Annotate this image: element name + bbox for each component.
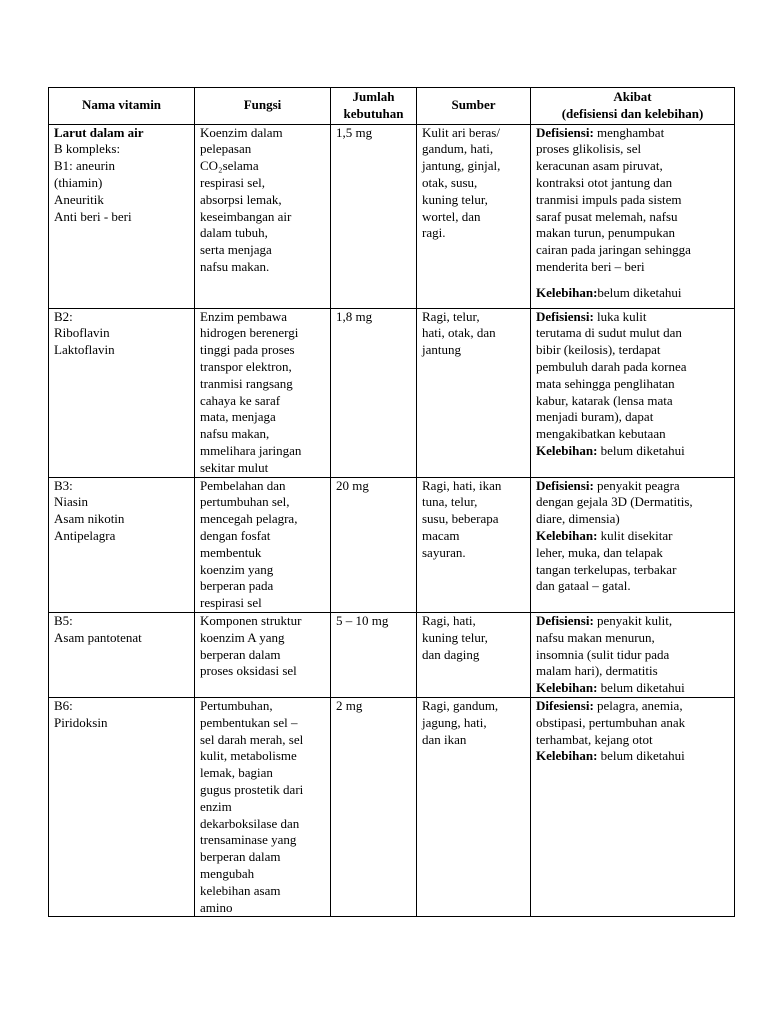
fungsi-line: koenzim A yang — [200, 629, 285, 645]
cell-fungsi — [195, 697, 331, 916]
defisiensi-line: Defisiensi: penyakit kulit, — [536, 612, 673, 628]
kelebihan-label: Kelebihan: — [536, 442, 598, 458]
fungsi-line: amino — [200, 899, 233, 915]
fungsi-line: dengan fosfat — [200, 527, 271, 543]
defisiensi-line: Defisiensi: penyakit peagra — [536, 477, 680, 493]
fungsi-line: nafsu makan, — [200, 426, 270, 442]
defisiensi-line: makan turun, penumpukan — [536, 225, 675, 241]
sumber-line: Ragi, telur, — [422, 308, 480, 324]
fungsi-line: dekarboksilase dan — [200, 815, 300, 831]
sumber-line: kuning telur, — [422, 191, 488, 207]
table-header-row — [49, 88, 735, 125]
jumlah-value: 20 mg — [336, 477, 369, 493]
nama-line: Asam pantotenat — [54, 629, 142, 645]
kelebihan-line: Kelebihan: belum diketahui — [536, 442, 685, 458]
fungsi-line: mencegah pelagra, — [200, 511, 298, 527]
fungsi-line: mata, menjaga — [200, 409, 276, 425]
defisiensi-line: pembuluh darah pada kornea — [536, 358, 687, 374]
header-fungsi: Fungsi — [195, 88, 331, 125]
defisiensi-line: diare, dimensia) — [536, 511, 620, 527]
nama-line: (thiamin) — [54, 174, 103, 190]
kelebihan-label: Kelebihan: — [536, 748, 598, 764]
sumber-line: otak, susu, — [422, 174, 478, 190]
nama-line: B6: — [54, 697, 73, 713]
fungsi-line: berperan dalam — [200, 849, 281, 865]
fungsi-line: kelebihan asam — [200, 882, 281, 898]
fungsi-line: membentuk — [200, 544, 262, 560]
jumlah-value: 1,8 mg — [336, 308, 373, 324]
kelebihan-line: Kelebihan: belum diketahui — [536, 680, 685, 696]
nama-line: Riboflavin — [54, 325, 110, 341]
header-akibat: Akibat (defisiensi dan kelebihan) — [531, 88, 735, 125]
cell-sumber — [417, 308, 531, 477]
cell-nama-vitamin — [49, 697, 195, 916]
cell-akibat — [531, 612, 735, 697]
cell-fungsi — [195, 124, 331, 308]
defisiensi-line: cairan pada jaringan sehingga — [536, 242, 691, 258]
table-row — [49, 697, 735, 916]
nama-line: B kompleks: — [54, 141, 121, 157]
fungsi-line: koenzim yang — [200, 561, 274, 577]
defisiensi-line: terhambat, kejang otot — [536, 731, 653, 747]
cell-akibat — [531, 477, 735, 612]
cell-nama-vitamin — [49, 477, 195, 612]
jumlah-value: 2 mg — [336, 697, 363, 713]
nama-line: B3: — [54, 477, 73, 493]
vitamin-table — [48, 87, 735, 917]
fungsi-line: nafsu makan. — [200, 258, 270, 274]
defisiensi-line: keracunan asam piruvat, — [536, 158, 663, 174]
table-row — [49, 612, 735, 697]
kelebihan-label: Kelebihan: — [536, 680, 598, 696]
sumber-line: Ragi, gandum, — [422, 697, 499, 713]
fungsi-line: tinggi pada proses — [200, 342, 295, 358]
defisiensi-line: tranmisi impuls pada sistem — [536, 191, 682, 207]
header-nama-vitamin: Nama vitamin — [49, 88, 195, 125]
sumber-line: Ragi, hati, — [422, 612, 476, 628]
fungsi-line: CO₂selama — [200, 158, 259, 174]
sumber-line: ragi. — [422, 225, 446, 241]
cell-jumlah — [331, 697, 417, 916]
fungsi-line: absorpsi lemak, — [200, 191, 282, 207]
defisiensi-line: menderita beri – beri — [536, 258, 645, 274]
fungsi-line: gugus prostetik dari — [200, 781, 304, 797]
fungsi-line: proses oksidasi sel — [200, 663, 297, 679]
sumber-line: dan ikan — [422, 731, 467, 747]
fungsi-line: mmelihara jaringan — [200, 442, 302, 458]
fungsi-line: Enzim pembawa — [200, 308, 287, 324]
cell-nama-vitamin — [49, 612, 195, 697]
nama-line: Aneuritik — [54, 191, 104, 207]
nama-line: B2: — [54, 308, 73, 324]
fungsi-line: Koenzim dalam — [200, 124, 283, 140]
defisiensi-line: malam hari), dermatitis — [536, 663, 658, 679]
cell-nama-vitamin — [49, 124, 195, 308]
defisiensi-label: Defisiensi: — [536, 308, 594, 324]
nama-line: Asam nikotin — [54, 511, 125, 527]
nama-line: Niasin — [54, 494, 88, 510]
nama-line: Piridoksin — [54, 714, 108, 730]
defisiensi-line: dengan gejala 3D (Dermatitis, — [536, 494, 693, 510]
fungsi-line: mengubah — [200, 865, 255, 881]
sumber-line: sayuran. — [422, 544, 466, 560]
defisiensi-line: kabur, katarak (lensa mata — [536, 392, 673, 408]
cell-sumber — [417, 124, 531, 308]
defisiensi-line: terutama di sudut mulut dan — [536, 325, 682, 341]
sumber-line: macam — [422, 527, 460, 543]
cell-jumlah — [331, 612, 417, 697]
sumber-line: wortel, dan — [422, 208, 481, 224]
kelebihan-line: dan gataal – gatal. — [536, 578, 631, 594]
cell-akibat — [531, 124, 735, 308]
sumber-line: Kulit ari beras/ — [422, 124, 500, 140]
fungsi-line: enzim — [200, 798, 232, 814]
fungsi-line: cahaya ke saraf — [200, 392, 281, 408]
defisiensi-label: Defisiensi: — [536, 477, 594, 493]
header-jumlah-kebutuhan: Jumlah kebutuhan — [331, 88, 417, 125]
kelebihan-label: Kelebihan: — [536, 527, 598, 543]
fungsi-line: Pembelahan dan — [200, 477, 286, 493]
fungsi-line: berperan dalam — [200, 646, 281, 662]
fungsi-line: Pertumbuhan, — [200, 697, 273, 713]
defisiensi-label: Defisiensi: — [536, 612, 594, 628]
fungsi-line: keseimbangan air — [200, 208, 292, 224]
sumber-line: dan daging — [422, 646, 480, 662]
cell-fungsi — [195, 308, 331, 477]
cell-akibat — [531, 697, 735, 916]
defisiensi-line: mata sehingga penglihatan — [536, 375, 675, 391]
kelebihan-line: leher, muka, dan telapak — [536, 544, 663, 560]
fungsi-line: respirasi sel, — [200, 174, 265, 190]
fungsi-line: pembentukan sel – — [200, 714, 298, 730]
kelebihan-line: tangan terkelupas, terbakar — [536, 561, 677, 577]
table-row — [49, 308, 735, 477]
sumber-line: hati, otak, dan — [422, 325, 496, 341]
fungsi-line: dalam tubuh, — [200, 225, 268, 241]
sumber-line: susu, beberapa — [422, 511, 499, 527]
sumber-line: kuning telur, — [422, 629, 488, 645]
cell-sumber — [417, 612, 531, 697]
defisiensi-line: mengakibatkan kebutaan — [536, 426, 666, 442]
nama-line: Larut dalam air — [54, 124, 144, 140]
sumber-line: jagung, hati, — [422, 714, 487, 730]
defisiensi-line: saraf pusat melemah, nafsu — [536, 208, 678, 224]
defisiensi-line: obstipasi, pertumbuhan anak — [536, 714, 686, 730]
kelebihan-line: Kelebihan:belum diketahui — [536, 284, 682, 300]
kelebihan-line: Kelebihan: kulit disekitar — [536, 527, 673, 543]
defisiensi-line: bibir (keilosis), terdapat — [536, 342, 661, 358]
kelebihan-line: Kelebihan: belum diketahui — [536, 748, 685, 764]
fungsi-line: lemak, bagian — [200, 765, 273, 781]
defisiensi-line: menjadi buram), dapat — [536, 409, 654, 425]
defisiensi-line: Defisiensi: luka kulit — [536, 308, 647, 324]
sumber-line: Ragi, hati, ikan — [422, 477, 502, 493]
fungsi-line: kulit, metabolisme — [200, 748, 297, 764]
fungsi-line: berperan pada — [200, 578, 274, 594]
nama-line: Antipelagra — [54, 527, 116, 543]
cell-jumlah — [331, 477, 417, 612]
jumlah-value: 1,5 mg — [336, 124, 373, 140]
fungsi-line: hidrogen berenergi — [200, 325, 299, 341]
nama-line: Anti beri - beri — [54, 208, 132, 224]
cell-akibat — [531, 308, 735, 477]
fungsi-line: sel darah merah, sel — [200, 731, 304, 747]
fungsi-line: transpor elektron, — [200, 358, 292, 374]
fungsi-line: pertumbuhan sel, — [200, 494, 290, 510]
table-row — [49, 477, 735, 612]
fungsi-line: sekitar mulut — [200, 459, 269, 475]
defisiensi-line: nafsu makan menurun, — [536, 629, 655, 645]
fungsi-line: serta menjaga — [200, 242, 272, 258]
fungsi-line: trensaminase yang — [200, 832, 297, 848]
fungsi-line: respirasi sel — [200, 595, 262, 611]
defisiensi-line: Defisiensi: menghambat — [536, 124, 665, 140]
fungsi-line: pelepasan — [200, 141, 252, 157]
cell-fungsi — [195, 477, 331, 612]
cell-nama-vitamin — [49, 308, 195, 477]
defisiensi-line: Difesiensi: pelagra, anemia, — [536, 697, 683, 713]
sumber-line: gandum, hati, — [422, 141, 494, 157]
header-sumber: Sumber — [417, 88, 531, 125]
kelebihan-label: Kelebihan: — [536, 284, 598, 300]
sumber-line: jantung — [422, 342, 461, 358]
table-row — [49, 124, 735, 308]
defisiensi-label: Defisiensi: — [536, 124, 594, 140]
defisiensi-line: kontraksi otot jantung dan — [536, 174, 673, 190]
fungsi-line: tranmisi rangsang — [200, 375, 293, 391]
sumber-line: tuna, telur, — [422, 494, 478, 510]
fungsi-line: Komponen struktur — [200, 612, 302, 628]
cell-jumlah — [331, 124, 417, 308]
cell-fungsi — [195, 612, 331, 697]
cell-sumber — [417, 697, 531, 916]
cell-sumber — [417, 477, 531, 612]
nama-line: B5: — [54, 612, 73, 628]
sumber-line: jantung, ginjal, — [422, 158, 501, 174]
spacer — [536, 276, 729, 285]
defisiensi-line: insomnia (sulit tidur pada — [536, 646, 670, 662]
nama-line: B1: aneurin — [54, 158, 116, 174]
cell-jumlah — [331, 308, 417, 477]
defisiensi-label: Difesiensi: — [536, 697, 594, 713]
jumlah-value: 5 – 10 mg — [336, 612, 389, 628]
defisiensi-line: proses glikolisis, sel — [536, 141, 642, 157]
nama-line: Laktoflavin — [54, 342, 115, 358]
